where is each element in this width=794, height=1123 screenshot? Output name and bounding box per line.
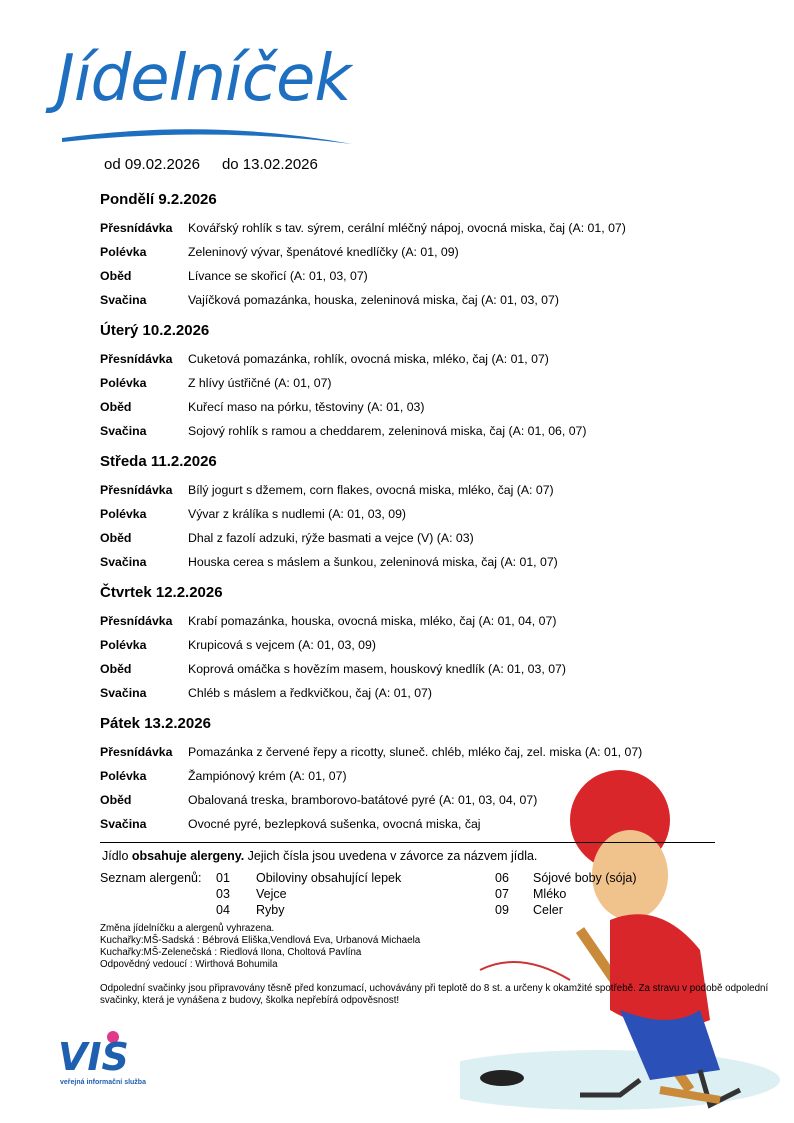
meal-text: Obalovaná treska, bramborovo-batátové pyré (A: 01, 03, 04, 07): [188, 793, 538, 807]
meal-row: [100, 424, 700, 448]
note-bold: obsahuje alergeny.: [131, 849, 245, 863]
day-heading: Pátek 13.2.2026: [100, 715, 211, 732]
meal-label: Svačina: [100, 424, 147, 438]
meal-row: [100, 638, 700, 662]
meal-row: [100, 245, 700, 269]
allergen-code: 04: [216, 903, 230, 917]
meal-text: Lívance se skořicí (A: 01, 03, 07): [188, 269, 368, 283]
meal-row: [100, 483, 700, 507]
date-from: od 09.02.2026: [104, 156, 200, 173]
meal-text: Houska cerea s máslem a šunkou, zeleninová miska, čaj (A: 01, 07): [188, 555, 558, 569]
meal-label: Přesnídávka: [100, 745, 173, 759]
allergen-name: Obiloviny obsahující lepek: [256, 871, 402, 885]
meal-label: Svačina: [100, 293, 147, 307]
meal-text: Vývar z králíka s nudlemi (A: 01, 03, 09): [188, 507, 407, 521]
meal-row: [100, 531, 700, 555]
meal-label: Polévka: [100, 245, 147, 259]
meal-row: [100, 555, 700, 579]
allergen-note: [102, 849, 537, 863]
meal-row: [100, 507, 700, 531]
hockey-player-illustration: [460, 750, 794, 1123]
meal-label: Oběd: [100, 269, 132, 283]
meal-row: [100, 221, 700, 245]
meal-text: Vajíčková pomazánka, houska, zeleninová miska, čaj (A: 01, 03, 07): [188, 293, 559, 307]
meal-label: Přesnídávka: [100, 614, 173, 628]
meal-text: Chléb s máslem a ředkvičkou, čaj (A: 01, 07): [188, 686, 432, 700]
day-heading: Úterý 10.2.2026: [100, 322, 210, 339]
day-section: [100, 322, 700, 448]
info-line: Kuchařky:MŠ-Sadská : Bébrová Eliška,Vendlová Eva, Urbanová Michaela: [100, 935, 421, 946]
day-section: [100, 191, 700, 317]
meal-label: Přesnídávka: [100, 221, 173, 235]
meal-text: Kovářský rohlík s tav. sýrem, cerální mléčný nápoj, ovocná miska, čaj (A: 01, 07): [188, 221, 626, 235]
info-line: Kuchařky:MŠ-Zelenečská : Riedlová Ilona, Choltová Pavlína: [100, 947, 362, 958]
snack-warning: Odpolední svačinky jsou připravovány těsně před konzumací, uchovávány při teplotě do 8 st. a určeny k okamžité spotřebě. Za stravu v podobě odpolední svačinky, která je vynášena z budovy, školka nepřebírá odpověsnost!: [100, 983, 769, 1006]
info-line: Změna jídelníčku a alergenů vyhrazena.: [100, 923, 275, 934]
logo-text: VIS: [58, 1035, 129, 1074]
meal-text: Sojový rohlík s ramou a cheddarem, zeleninová miska, čaj (A: 01, 06, 07): [188, 424, 587, 438]
day-heading: Pondělí 9.2.2026: [100, 191, 217, 208]
meal-row: [100, 293, 700, 317]
meal-text: Pomazánka z červené řepy a ricotty, sluneč. chléb, mléko čaj, zel. miska (A: 01, 07): [188, 745, 643, 759]
day-section: [100, 584, 700, 710]
day-section: [100, 453, 700, 579]
allergen-code: 07: [495, 887, 509, 901]
meal-text: Dhal z fazolí adzuki, rýže basmati a vejce (V) (A: 03): [188, 531, 474, 545]
meal-text: Ovocné pyré, bezlepková sušenka, ovocná miska, čaj: [188, 817, 481, 831]
meal-row: [100, 614, 700, 638]
allergen-name: Sójové boby (sója): [533, 871, 637, 885]
meal-row: [100, 269, 700, 293]
meal-text: Koprová omáčka s hovězím masem, houskový knedlík (A: 01, 03, 07): [188, 662, 566, 676]
meal-text: Z hlívy ústřičné (A: 01, 07): [188, 376, 332, 390]
allergen-name: Vejce: [256, 887, 287, 901]
allergen-code: 03: [216, 887, 230, 901]
staff-info: [100, 923, 420, 971]
allergen-name: Mléko: [533, 887, 567, 901]
meal-label: Oběd: [100, 662, 132, 676]
meal-label: Přesnídávka: [100, 483, 173, 497]
allergen-code: 09: [495, 903, 509, 917]
meal-label: Svačina: [100, 817, 147, 831]
allergen-list-label: Seznam alergenů:: [100, 871, 202, 885]
date-range: [104, 156, 340, 173]
info-line: Odpovědný vedoucí : Wirthová Bohumila: [100, 959, 278, 970]
meal-label: Oběd: [100, 531, 132, 545]
meal-row: [100, 686, 700, 710]
date-to: do 13.02.2026: [221, 156, 318, 173]
meal-label: Oběd: [100, 400, 132, 414]
day-heading: Středa 11.2.2026: [100, 453, 217, 470]
meal-row: [100, 376, 700, 400]
meal-text: Zeleninový vývar, špenátové knedlíčky (A: 01, 09): [188, 245, 459, 259]
meal-label: Oběd: [100, 793, 132, 807]
allergen-code: 01: [216, 871, 230, 885]
meal-text: Žampiónový krém (A: 01, 07): [188, 769, 347, 783]
divider: [100, 842, 715, 843]
day-heading: Čtvrtek 12.2.2026: [100, 584, 223, 601]
meal-row: [100, 400, 700, 424]
vis-logo: [58, 1030, 168, 1086]
meal-label: Svačina: [100, 555, 147, 569]
note-text: Jídlo: [102, 849, 132, 863]
meal-text: Kuřecí maso na pórku, těstoviny (A: 01, 03): [188, 400, 425, 414]
meal-label: Polévka: [100, 376, 147, 390]
meal-label: Polévka: [100, 507, 147, 521]
logo-subtitle: veřejná informační služba: [60, 1079, 146, 1086]
note-text-end: Jejich čísla jsou uvedena v závorce za názvem jídla.: [244, 849, 538, 863]
allergen-name: Celer: [533, 903, 563, 917]
meal-row: [100, 662, 700, 686]
meal-text: Cuketová pomazánka, rohlík, ovocná miska, mléko, čaj (A: 01, 07): [188, 352, 549, 366]
meal-label: Polévka: [100, 769, 147, 783]
meal-row: [100, 352, 700, 376]
allergen-name: Ryby: [256, 903, 285, 917]
meal-label: Přesnídávka: [100, 352, 173, 366]
meal-label: Polévka: [100, 638, 147, 652]
allergen-code: 06: [495, 871, 509, 885]
meal-text: Krupicová s vejcem (A: 01, 03, 09): [188, 638, 376, 652]
title-underline: [60, 122, 360, 146]
meal-label: Svačina: [100, 686, 147, 700]
page-title: Jídelníček: [56, 42, 351, 116]
meal-text: Krabí pomazánka, houska, ovocná miska, mléko, čaj (A: 01, 04, 07): [188, 614, 557, 628]
meal-text: Bílý jogurt s džemem, corn flakes, ovocná miska, mléko, čaj (A: 07): [188, 483, 554, 497]
